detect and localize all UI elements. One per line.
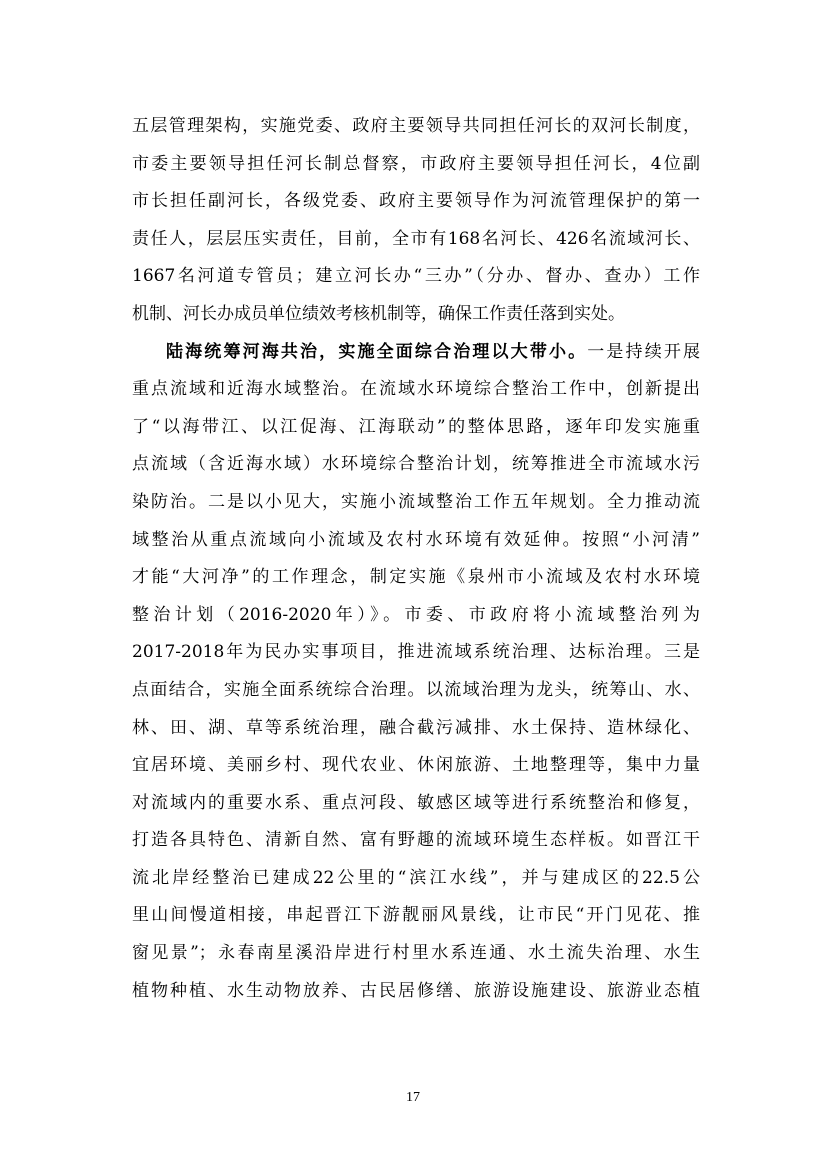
section-line: 整治计划（2016-2020年）》。市委、市政府将小流域整治列为 (132, 604, 700, 625)
section-first-line (132, 334, 700, 372)
section-heading: 陆海统筹河海共治，实施全面综合治理以大带小。 (166, 341, 588, 362)
paragraph-line: 五层管理架构，实施党委、政府主要领导共同担任河长的双河长制度， (132, 116, 700, 136)
paragraph-line: 1667名河道专管员；建立河长办“三办”（分办、督办、查办）工作 (132, 266, 700, 287)
section-first-line-text: 一是持续开展 (587, 341, 700, 362)
section-line: 对流域内的重要水系、重点河段、敏感区域等进行系统整治和修复， (132, 792, 700, 813)
section-line: 染防治。二是以小见大，实施小流域整治工作五年规划。全力推动流 (132, 491, 700, 512)
section-line: 点流域（含近海水域）水环境综合整治计划，统筹推进全市流域水污 (132, 454, 700, 475)
section-line: 植物种植、水生动物放养、古民居修缮、旅游设施建设、旅游业态植 (132, 980, 700, 1001)
body-text (132, 108, 700, 1010)
section-line: 域整治从重点流域向小流域及农村水环境有效延伸。按照“小河清” (132, 529, 700, 550)
paragraph-line: 责任人，层层压实责任，目前，全市有168名河长、426名流域河长、 (132, 228, 700, 249)
page-number: 17 (406, 1090, 420, 1105)
section-line: 了“以海带江、以江促海、江海联动”的整体思路，逐年印发实施重 (132, 416, 700, 437)
section-line: 林、田、湖、草等系统治理，融合截污减排、水土保持、造林绿化、 (132, 717, 700, 738)
section-line: 2017-2018年为民办实事项目，推进流域系统治理、达标治理。三是 (132, 642, 700, 663)
section-line: 重点流域和近海水域整治。在流域水环境综合整治工作中，创新提出 (132, 379, 700, 400)
section-line: 里山间慢道相接，串起晋江下游靓丽风景线，让市民“开门见花、推 (132, 905, 700, 926)
paragraph-line: 市委主要领导担任河长制总督察，市政府主要领导担任河长，4位副 (132, 153, 700, 174)
section-line: 打造各具特色、清新自然、富有野趣的流域环境生态样板。如晋江干 (132, 830, 700, 851)
paragraph-line: 机制、河长办成员单位绩效考核机制等，确保工作责任落到实处。 (132, 303, 625, 324)
section-line: 点面结合，实施全面系统综合治理。以流域治理为龙头，统筹山、水、 (132, 679, 700, 700)
paragraph-line: 市长担任副河长，各级党委、政府主要领导作为河流管理保护的第一 (132, 191, 700, 212)
section-line: 窗见景”；永春南星溪沿岸进行村里水系连通、水土流失治理、水生 (132, 943, 700, 964)
section-line: 才能“大河净”的工作理念，制定实施《泉州市小流域及农村水环境 (132, 567, 700, 588)
section-line: 宜居环境、美丽乡村、现代农业、休闲旅游、土地整理等，集中力量 (132, 755, 700, 776)
section-line: 流北岸经整治已建成22公里的“滨江水线”，并与建成区的22.5公 (132, 867, 700, 888)
